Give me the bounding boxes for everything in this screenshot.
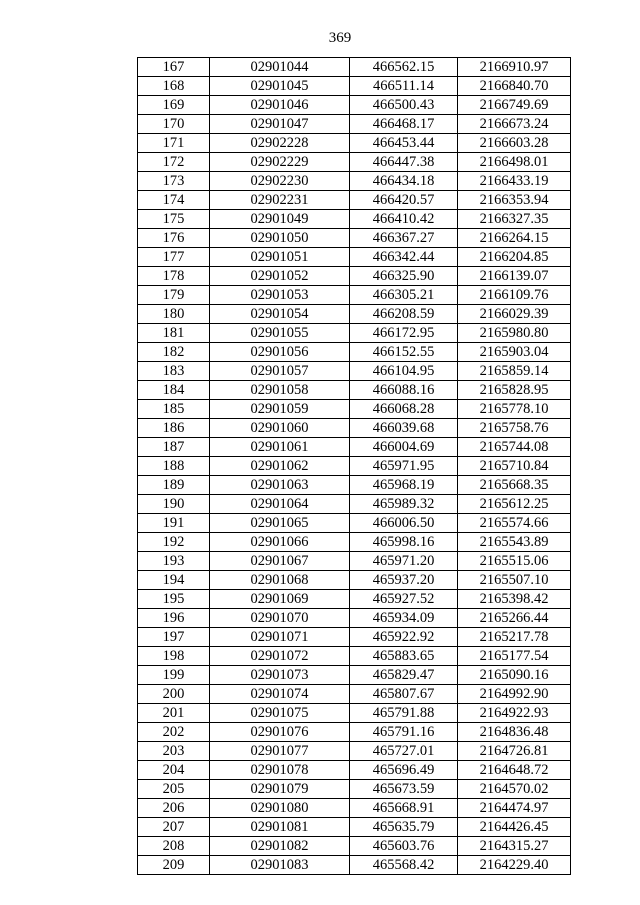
y-coordinate-cell: 2166204.85 xyxy=(458,248,571,267)
point-id-cell: 02901057 xyxy=(210,362,350,381)
x-coordinate-cell: 465968.19 xyxy=(350,476,458,495)
y-coordinate-cell: 2165217.78 xyxy=(458,628,571,647)
point-id-cell: 02901052 xyxy=(210,267,350,286)
x-coordinate-cell: 466342.44 xyxy=(350,248,458,267)
row-number-cell: 170 xyxy=(138,115,210,134)
x-coordinate-cell: 465568.42 xyxy=(350,856,458,875)
y-coordinate-cell: 2165828.95 xyxy=(458,381,571,400)
x-coordinate-cell: 466039.68 xyxy=(350,419,458,438)
table-row xyxy=(138,96,571,115)
point-id-cell: 02901044 xyxy=(210,58,350,77)
x-coordinate-cell: 465989.32 xyxy=(350,495,458,514)
table-row xyxy=(138,704,571,723)
y-coordinate-cell: 2164836.48 xyxy=(458,723,571,742)
x-coordinate-cell: 466006.50 xyxy=(350,514,458,533)
table-row xyxy=(138,533,571,552)
y-coordinate-cell: 2164474.97 xyxy=(458,799,571,818)
y-coordinate-cell: 2165710.84 xyxy=(458,457,571,476)
point-id-cell: 02902228 xyxy=(210,134,350,153)
row-number-cell: 188 xyxy=(138,457,210,476)
point-id-cell: 02901055 xyxy=(210,324,350,343)
y-coordinate-cell: 2164922.93 xyxy=(458,704,571,723)
x-coordinate-cell: 465603.76 xyxy=(350,837,458,856)
point-id-cell: 02901078 xyxy=(210,761,350,780)
point-id-cell: 02901072 xyxy=(210,647,350,666)
row-number-cell: 168 xyxy=(138,77,210,96)
y-coordinate-cell: 2165543.89 xyxy=(458,533,571,552)
x-coordinate-cell: 465791.16 xyxy=(350,723,458,742)
x-coordinate-cell: 466511.14 xyxy=(350,77,458,96)
x-coordinate-cell: 466104.95 xyxy=(350,362,458,381)
point-id-cell: 02901082 xyxy=(210,837,350,856)
x-coordinate-cell: 466434.18 xyxy=(350,172,458,191)
table-row xyxy=(138,191,571,210)
x-coordinate-cell: 466420.57 xyxy=(350,191,458,210)
row-number-cell: 208 xyxy=(138,837,210,856)
x-coordinate-cell: 465727.01 xyxy=(350,742,458,761)
y-coordinate-cell: 2165778.10 xyxy=(458,400,571,419)
x-coordinate-cell: 465934.09 xyxy=(350,609,458,628)
point-id-cell: 02901071 xyxy=(210,628,350,647)
point-id-cell: 02901075 xyxy=(210,704,350,723)
point-id-cell: 02901050 xyxy=(210,229,350,248)
x-coordinate-cell: 466152.55 xyxy=(350,343,458,362)
point-id-cell: 02901067 xyxy=(210,552,350,571)
y-coordinate-cell: 2165980.80 xyxy=(458,324,571,343)
row-number-cell: 173 xyxy=(138,172,210,191)
table-row xyxy=(138,229,571,248)
x-coordinate-cell: 465791.88 xyxy=(350,704,458,723)
x-coordinate-cell: 466305.21 xyxy=(350,286,458,305)
table-body xyxy=(138,58,571,875)
y-coordinate-cell: 2164426.45 xyxy=(458,818,571,837)
point-id-cell: 02901066 xyxy=(210,533,350,552)
table-row xyxy=(138,856,571,875)
row-number-cell: 195 xyxy=(138,590,210,609)
point-id-cell: 02901063 xyxy=(210,476,350,495)
row-number-cell: 199 xyxy=(138,666,210,685)
row-number-cell: 187 xyxy=(138,438,210,457)
table-row xyxy=(138,362,571,381)
y-coordinate-cell: 2164229.40 xyxy=(458,856,571,875)
table-row xyxy=(138,400,571,419)
table-row xyxy=(138,552,571,571)
y-coordinate-cell: 2165090.16 xyxy=(458,666,571,685)
point-id-cell: 02901073 xyxy=(210,666,350,685)
point-id-cell: 02901047 xyxy=(210,115,350,134)
row-number-cell: 198 xyxy=(138,647,210,666)
y-coordinate-cell: 2164648.72 xyxy=(458,761,571,780)
row-number-cell: 177 xyxy=(138,248,210,267)
point-id-cell: 02901081 xyxy=(210,818,350,837)
row-number-cell: 206 xyxy=(138,799,210,818)
row-number-cell: 182 xyxy=(138,343,210,362)
point-id-cell: 02901074 xyxy=(210,685,350,704)
point-id-cell: 02901068 xyxy=(210,571,350,590)
row-number-cell: 186 xyxy=(138,419,210,438)
row-number-cell: 192 xyxy=(138,533,210,552)
y-coordinate-cell: 2164992.90 xyxy=(458,685,571,704)
row-number-cell: 180 xyxy=(138,305,210,324)
x-coordinate-cell: 465673.59 xyxy=(350,780,458,799)
x-coordinate-cell: 466410.42 xyxy=(350,210,458,229)
point-id-cell: 02901045 xyxy=(210,77,350,96)
x-coordinate-cell: 465829.47 xyxy=(350,666,458,685)
page-number: 369 xyxy=(328,30,352,46)
row-number-cell: 209 xyxy=(138,856,210,875)
table-row xyxy=(138,590,571,609)
y-coordinate-cell: 2166749.69 xyxy=(458,96,571,115)
y-coordinate-cell: 2165903.04 xyxy=(458,343,571,362)
point-id-cell: 02901059 xyxy=(210,400,350,419)
table-row xyxy=(138,799,571,818)
x-coordinate-cell: 465635.79 xyxy=(350,818,458,837)
x-coordinate-cell: 465696.49 xyxy=(350,761,458,780)
table-row xyxy=(138,58,571,77)
table-row xyxy=(138,343,571,362)
point-id-cell: 02901046 xyxy=(210,96,350,115)
x-coordinate-cell: 466325.90 xyxy=(350,267,458,286)
x-coordinate-cell: 466447.38 xyxy=(350,153,458,172)
x-coordinate-cell: 466500.43 xyxy=(350,96,458,115)
table-row xyxy=(138,134,571,153)
point-id-cell: 02901065 xyxy=(210,514,350,533)
table-row xyxy=(138,77,571,96)
y-coordinate-cell: 2166910.97 xyxy=(458,58,571,77)
row-number-cell: 181 xyxy=(138,324,210,343)
table-row xyxy=(138,457,571,476)
row-number-cell: 172 xyxy=(138,153,210,172)
y-coordinate-cell: 2165266.44 xyxy=(458,609,571,628)
y-coordinate-cell: 2164570.02 xyxy=(458,780,571,799)
table-row xyxy=(138,305,571,324)
table-row xyxy=(138,723,571,742)
table-row xyxy=(138,818,571,837)
table-row xyxy=(138,248,571,267)
table-row xyxy=(138,761,571,780)
y-coordinate-cell: 2165574.66 xyxy=(458,514,571,533)
x-coordinate-cell: 465927.52 xyxy=(350,590,458,609)
row-number-cell: 176 xyxy=(138,229,210,248)
point-id-cell: 02902230 xyxy=(210,172,350,191)
y-coordinate-cell: 2166840.70 xyxy=(458,77,571,96)
y-coordinate-cell: 2166498.01 xyxy=(458,153,571,172)
table-row xyxy=(138,267,571,286)
row-number-cell: 202 xyxy=(138,723,210,742)
point-id-cell: 02901054 xyxy=(210,305,350,324)
row-number-cell: 200 xyxy=(138,685,210,704)
coordinates-table xyxy=(137,57,571,875)
point-id-cell: 02901077 xyxy=(210,742,350,761)
x-coordinate-cell: 466562.15 xyxy=(350,58,458,77)
y-coordinate-cell: 2165859.14 xyxy=(458,362,571,381)
point-id-cell: 02901069 xyxy=(210,590,350,609)
table-row xyxy=(138,172,571,191)
y-coordinate-cell: 2165744.08 xyxy=(458,438,571,457)
x-coordinate-cell: 465998.16 xyxy=(350,533,458,552)
x-coordinate-cell: 465807.67 xyxy=(350,685,458,704)
table-row xyxy=(138,837,571,856)
y-coordinate-cell: 2166603.28 xyxy=(458,134,571,153)
row-number-cell: 196 xyxy=(138,609,210,628)
y-coordinate-cell: 2166433.19 xyxy=(458,172,571,191)
row-number-cell: 179 xyxy=(138,286,210,305)
row-number-cell: 190 xyxy=(138,495,210,514)
table-row xyxy=(138,153,571,172)
row-number-cell: 189 xyxy=(138,476,210,495)
point-id-cell: 02901070 xyxy=(210,609,350,628)
table-row xyxy=(138,210,571,229)
x-coordinate-cell: 465668.91 xyxy=(350,799,458,818)
y-coordinate-cell: 2166327.35 xyxy=(458,210,571,229)
row-number-cell: 193 xyxy=(138,552,210,571)
row-number-cell: 194 xyxy=(138,571,210,590)
y-coordinate-cell: 2165612.25 xyxy=(458,495,571,514)
table-row xyxy=(138,324,571,343)
point-id-cell: 02901060 xyxy=(210,419,350,438)
point-id-cell: 02901083 xyxy=(210,856,350,875)
y-coordinate-cell: 2164726.81 xyxy=(458,742,571,761)
point-id-cell: 02901049 xyxy=(210,210,350,229)
x-coordinate-cell: 466088.16 xyxy=(350,381,458,400)
y-coordinate-cell: 2165758.76 xyxy=(458,419,571,438)
y-coordinate-cell: 2166139.07 xyxy=(458,267,571,286)
y-coordinate-cell: 2164315.27 xyxy=(458,837,571,856)
row-number-cell: 175 xyxy=(138,210,210,229)
table-row xyxy=(138,476,571,495)
table-row xyxy=(138,571,571,590)
table-row xyxy=(138,647,571,666)
row-number-cell: 171 xyxy=(138,134,210,153)
row-number-cell: 191 xyxy=(138,514,210,533)
x-coordinate-cell: 466468.17 xyxy=(350,115,458,134)
row-number-cell: 205 xyxy=(138,780,210,799)
row-number-cell: 167 xyxy=(138,58,210,77)
table-row xyxy=(138,286,571,305)
point-id-cell: 02901064 xyxy=(210,495,350,514)
point-id-cell: 02902231 xyxy=(210,191,350,210)
table-row xyxy=(138,685,571,704)
y-coordinate-cell: 2165398.42 xyxy=(458,590,571,609)
table-row xyxy=(138,609,571,628)
point-id-cell: 02901076 xyxy=(210,723,350,742)
y-coordinate-cell: 2166109.76 xyxy=(458,286,571,305)
point-id-cell: 02901051 xyxy=(210,248,350,267)
point-id-cell: 02901061 xyxy=(210,438,350,457)
x-coordinate-cell: 466208.59 xyxy=(350,305,458,324)
point-id-cell: 02901056 xyxy=(210,343,350,362)
x-coordinate-cell: 466367.27 xyxy=(350,229,458,248)
x-coordinate-cell: 465971.95 xyxy=(350,457,458,476)
point-id-cell: 02901079 xyxy=(210,780,350,799)
row-number-cell: 197 xyxy=(138,628,210,647)
point-id-cell: 02901058 xyxy=(210,381,350,400)
point-id-cell: 02901053 xyxy=(210,286,350,305)
row-number-cell: 183 xyxy=(138,362,210,381)
x-coordinate-cell: 465883.65 xyxy=(350,647,458,666)
row-number-cell: 174 xyxy=(138,191,210,210)
table-row xyxy=(138,115,571,134)
x-coordinate-cell: 465922.92 xyxy=(350,628,458,647)
x-coordinate-cell: 466004.69 xyxy=(350,438,458,457)
table-row xyxy=(138,419,571,438)
x-coordinate-cell: 465937.20 xyxy=(350,571,458,590)
y-coordinate-cell: 2166264.15 xyxy=(458,229,571,248)
point-id-cell: 02901080 xyxy=(210,799,350,818)
table-row xyxy=(138,628,571,647)
row-number-cell: 169 xyxy=(138,96,210,115)
table-row xyxy=(138,438,571,457)
table-row xyxy=(138,514,571,533)
point-id-cell: 02901062 xyxy=(210,457,350,476)
y-coordinate-cell: 2165507.10 xyxy=(458,571,571,590)
table-row xyxy=(138,495,571,514)
y-coordinate-cell: 2165668.35 xyxy=(458,476,571,495)
x-coordinate-cell: 466453.44 xyxy=(350,134,458,153)
x-coordinate-cell: 466068.28 xyxy=(350,400,458,419)
y-coordinate-cell: 2166029.39 xyxy=(458,305,571,324)
y-coordinate-cell: 2166353.94 xyxy=(458,191,571,210)
x-coordinate-cell: 465971.20 xyxy=(350,552,458,571)
row-number-cell: 204 xyxy=(138,761,210,780)
row-number-cell: 178 xyxy=(138,267,210,286)
point-id-cell: 02902229 xyxy=(210,153,350,172)
table-row xyxy=(138,381,571,400)
y-coordinate-cell: 2166673.24 xyxy=(458,115,571,134)
table-row xyxy=(138,666,571,685)
row-number-cell: 184 xyxy=(138,381,210,400)
y-coordinate-cell: 2165515.06 xyxy=(458,552,571,571)
y-coordinate-cell: 2165177.54 xyxy=(458,647,571,666)
table-row xyxy=(138,742,571,761)
row-number-cell: 207 xyxy=(138,818,210,837)
row-number-cell: 185 xyxy=(138,400,210,419)
row-number-cell: 201 xyxy=(138,704,210,723)
table-row xyxy=(138,780,571,799)
x-coordinate-cell: 466172.95 xyxy=(350,324,458,343)
row-number-cell: 203 xyxy=(138,742,210,761)
